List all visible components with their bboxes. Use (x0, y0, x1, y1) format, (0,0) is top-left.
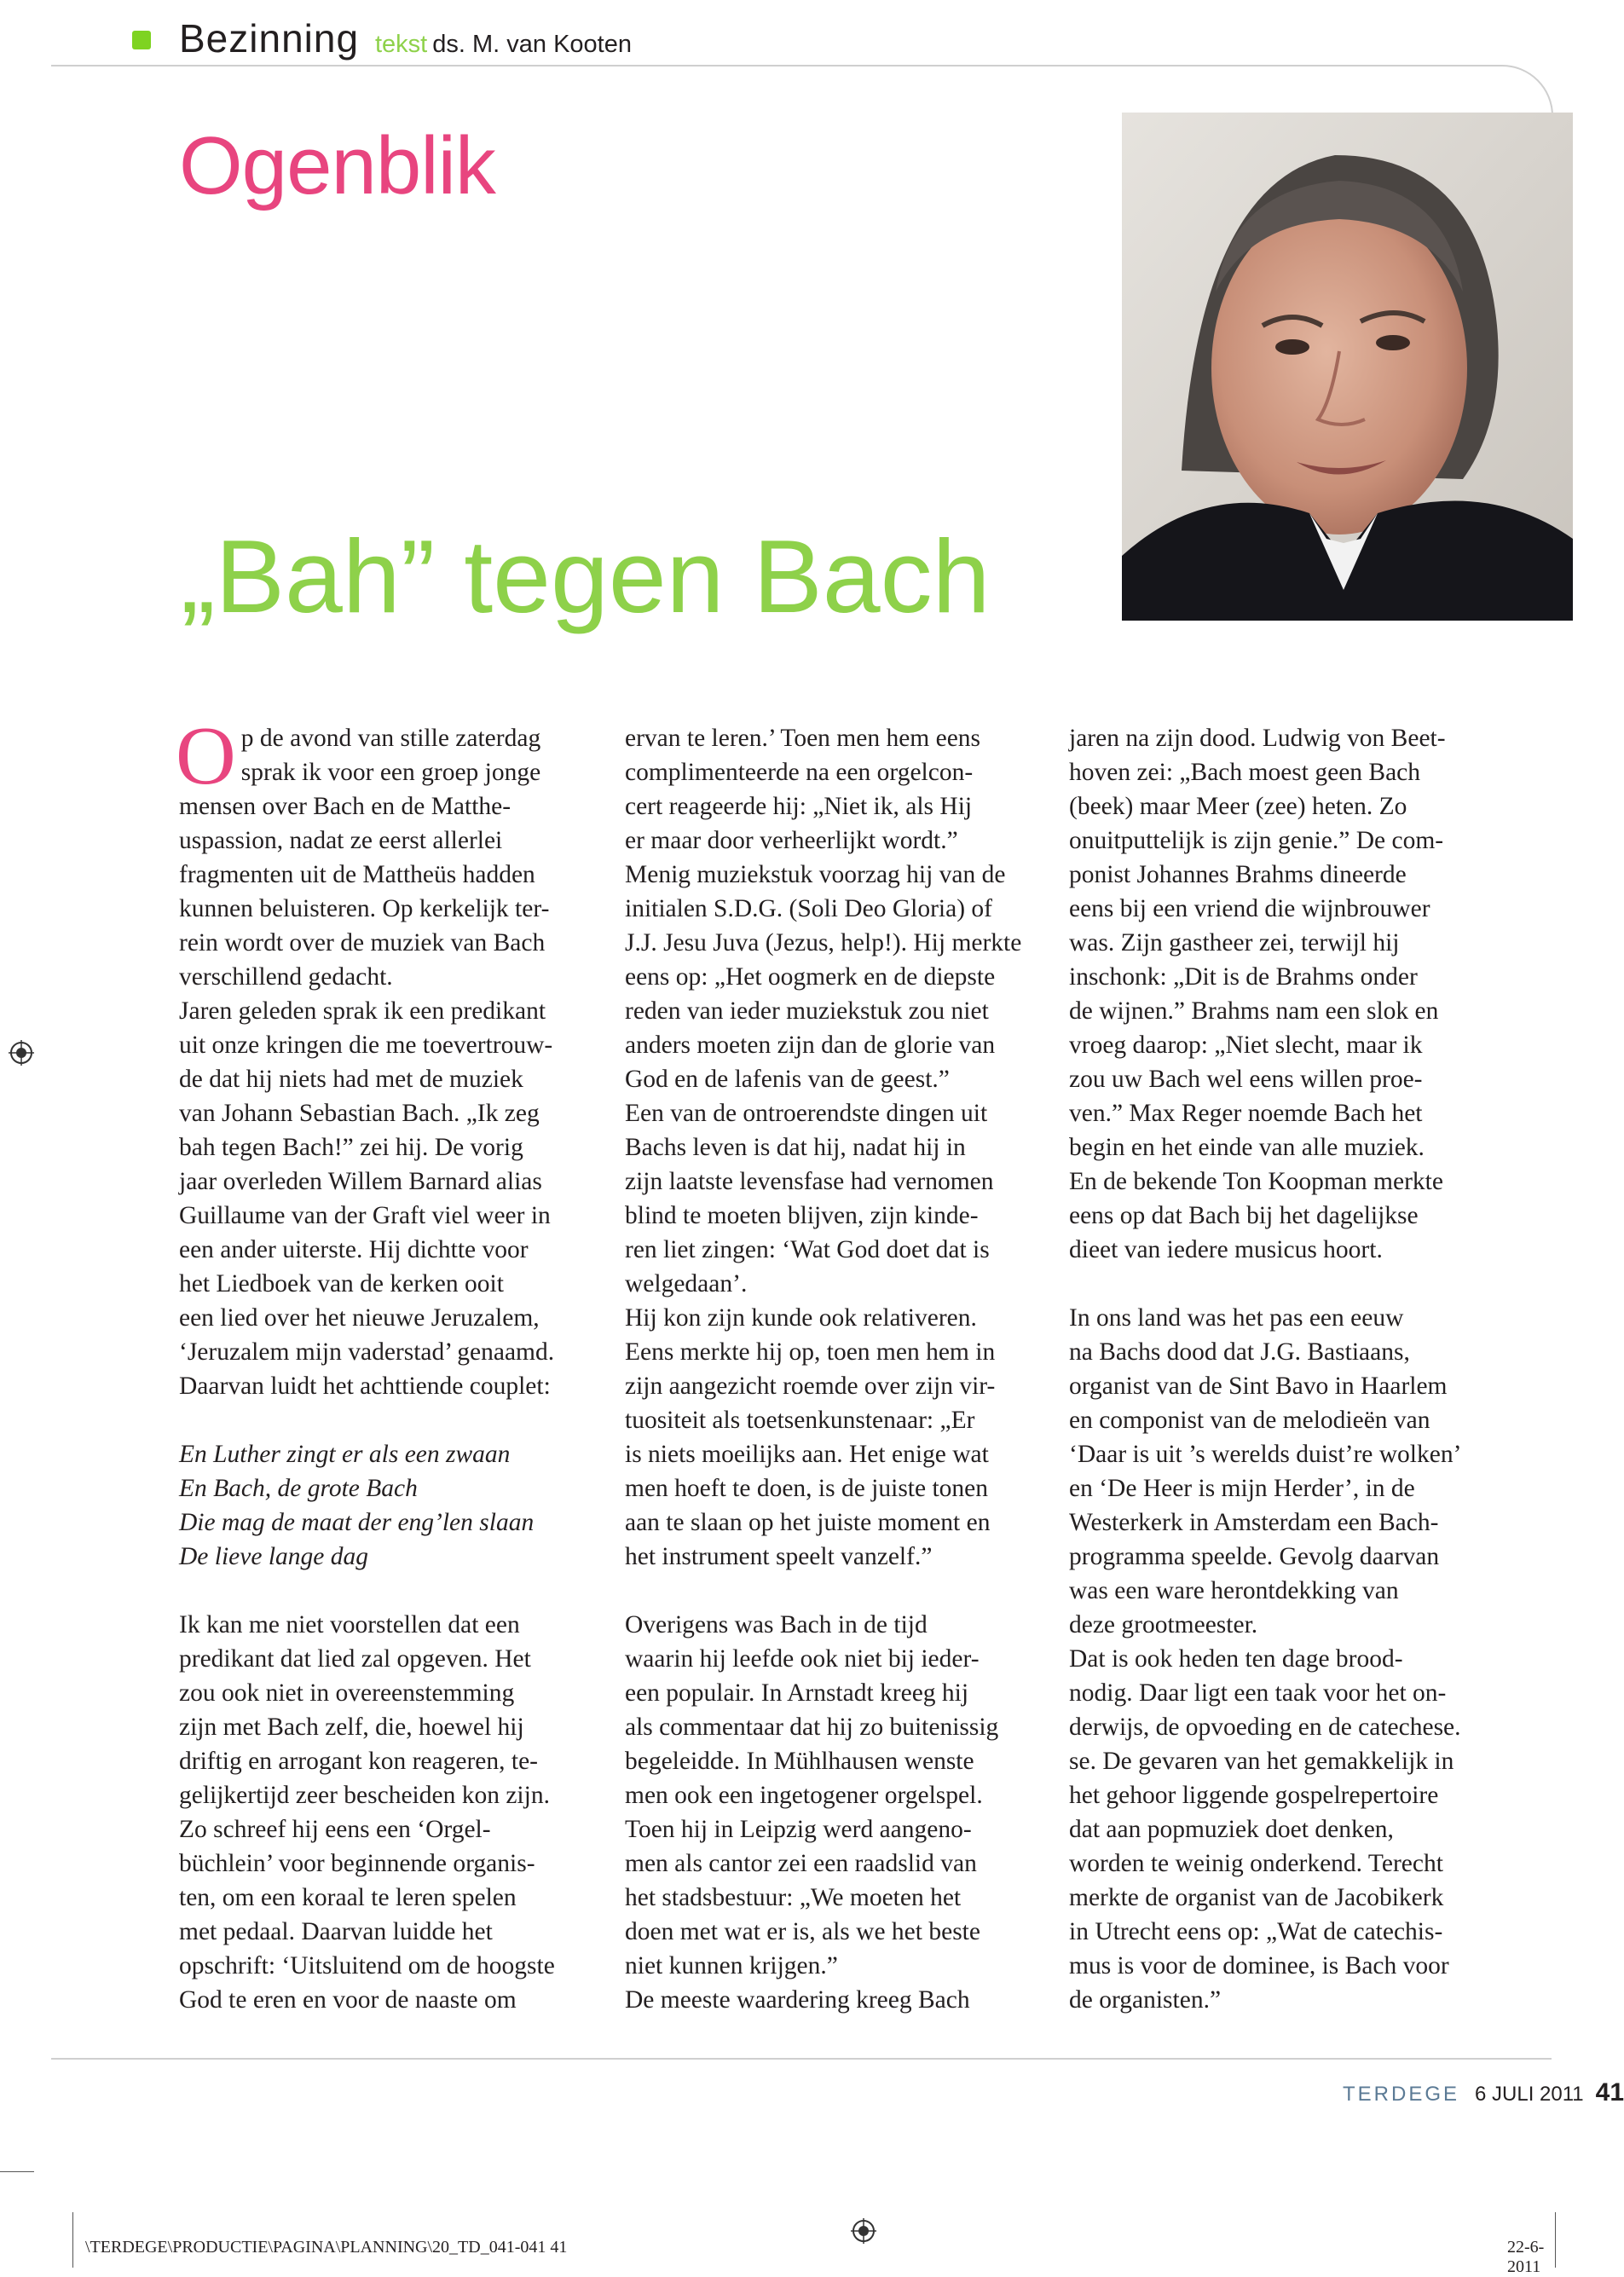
article-line: ponist Johannes Brahms dineerde (1069, 861, 1407, 888)
article-line: uspassion, nadat ze eerst allerlei (179, 827, 503, 854)
article-line: reden van ieder muziekstuk zou niet (625, 997, 989, 1025)
article-line: gelijkertijd zeer bescheiden kon zijn. (179, 1782, 550, 1809)
article-line: dieet van iedere musicus hoort. (1069, 1236, 1383, 1263)
author-credit (375, 31, 632, 59)
article-line (625, 1574, 1055, 1608)
article-line: het Liedboek van de kerken ooit (179, 1270, 504, 1297)
crop-mark (0, 2171, 34, 2172)
article-line: complimenteerde na een orgelcon- (625, 759, 974, 786)
article-line: se. De gevaren van het gemakkelijk in (1069, 1748, 1454, 1775)
page-footer (1343, 2078, 1624, 2107)
credit-label: tekst (375, 31, 428, 58)
article-line: Hij kon zijn kunde ook relativeren. (625, 1304, 977, 1332)
article-line: programma speelde. Gevolg daarvan (1069, 1543, 1440, 1570)
article-line: Menig muziekstuk voorzag hij van de (625, 861, 1006, 888)
article-line: Guillaume van der Graft viel weer in (179, 1202, 551, 1229)
article-line: blind te moeten blijven, zijn kinde- (625, 1202, 979, 1229)
article-line: mensen over Bach en de Matthe- (179, 793, 511, 820)
article-line (1069, 1267, 1500, 1301)
drop-cap: O (176, 710, 236, 802)
article-line: God en de lafenis van de geest.” (625, 1066, 950, 1093)
article-line: jaar overleden Willem Barnard alias (179, 1168, 542, 1195)
article-line: zou uw Bach wel eens willen proe- (1069, 1066, 1423, 1093)
article-line: de organisten.” (1069, 1986, 1222, 2014)
article-line: ‘Daar is uit ’s werelds duist’re wolken’ (1069, 1441, 1462, 1468)
article-line: eens bij een vriend die wijnbrouwer (1069, 895, 1430, 922)
article-line: en componist van de melodieën van (1069, 1407, 1430, 1434)
article-line: de wijnen.” Brahms nam een slok en (1069, 997, 1439, 1025)
article-line: is niets moeilijks aan. Het enige wat (625, 1441, 989, 1468)
slug-date: 22-6-2011 (1507, 2238, 1545, 2276)
article-line: ven.” Max Reger noemde Bach het (1069, 1100, 1423, 1127)
article-line: opschrift: ‘Uitsluitend om de hoogste (179, 1952, 555, 1979)
article-line: men ook een ingetogener orgelspel. (625, 1782, 983, 1809)
article-line: jaren na zijn dood. Ludwig von Beet- (1069, 725, 1446, 752)
issue-date: 6 JULI 2011 (1475, 2083, 1584, 2106)
article-line: hoven zei: „Bach moest geen Bach (1069, 759, 1421, 786)
article-line: ‘Jeruzalem mijn vaderstad’ genaamd. (179, 1338, 555, 1366)
article-line: aan te slaan op het juiste moment en (625, 1509, 991, 1536)
article-line: men als cantor zei een raadslid van (625, 1850, 977, 1877)
article-line: was een ware herontdekking van (1069, 1577, 1399, 1604)
article-line: Bachs leven is dat hij, nadat hij in (625, 1134, 966, 1161)
article-line (179, 1574, 610, 1608)
article-line: kunnen beluisteren. Op kerkelijk ter- (179, 895, 550, 922)
article-line: onuitputtelijk is zijn genie.” De com- (1069, 827, 1444, 854)
article-line: Eens merkte hij op, toen men hem in (625, 1338, 996, 1366)
article-line: inschonk: „Dit is de Brahms onder (1069, 963, 1418, 991)
article-line: De meeste waardering kreeg Bach (625, 1986, 970, 2014)
page-number: 41 (1595, 2078, 1624, 2107)
article-line: was. Zijn gastheer zei, terwijl hij (1069, 929, 1400, 956)
article-line: begin en het einde van alle muziek. (1069, 1134, 1425, 1161)
article-line: En Luther zingt er als een zwaan (179, 1441, 511, 1468)
article-line: een populair. In Arnstadt kreeg hij (625, 1679, 969, 1707)
article-line: J.J. Jesu Juva (Jezus, help!). Hij merkte (625, 929, 1022, 956)
article-line: organist van de Sint Bavo in Haarlem (1069, 1373, 1448, 1400)
article-line: het instrument speelt vanzelf.” (625, 1543, 933, 1570)
article-line: God te eren en voor de naaste om (179, 1986, 517, 2014)
article-line: doen met wat er is, als we het beste (625, 1918, 980, 1945)
article-line: het stadsbestuur: „We moeten het (625, 1884, 962, 1911)
article-line: cert reageerde hij: „Niet ik, als Hij (625, 793, 973, 820)
article-line: derwijs, de opvoeding en de catechese. (1069, 1714, 1461, 1741)
article-line: Zo schreef hij eens een ‘Orgel- (179, 1816, 491, 1843)
article-line (179, 1403, 610, 1437)
article-line: waarin hij leefde ook niet bij ieder- (625, 1645, 980, 1673)
magazine-name: TERDEGE (1343, 2083, 1460, 2106)
article-line: als commentaar dat hij zo buitenissig (625, 1714, 999, 1741)
article-line: zijn aangezicht roemde over zijn vir- (625, 1373, 996, 1400)
article-line: merkte de organist van de Jacobikerk (1069, 1884, 1444, 1911)
article-line: begeleidde. In Mühlhausen wenste (625, 1748, 974, 1775)
registration-mark-icon (851, 2218, 876, 2244)
article-line: ten, om een koraal te leren spelen (179, 1884, 517, 1911)
article-line: fragmenten uit de Mattheüs hadden (179, 861, 535, 888)
article-line: verschillend gedacht. (179, 963, 393, 991)
article-line: vroeg daarop: „Niet slecht, maar ik (1069, 1032, 1423, 1059)
article-line: welgedaan’. (625, 1270, 748, 1297)
article-line: en ‘De Heer is mijn Herder’, in de (1069, 1475, 1415, 1502)
section-marker-icon (132, 31, 151, 49)
article-line: mus is voor de dominee, is Bach voor (1069, 1952, 1449, 1979)
article-column-1 (176, 710, 610, 2017)
article-line: Een van de ontroerendste dingen uit (625, 1100, 988, 1127)
article-line: driftig en arrogant kon reageren, te- (179, 1748, 538, 1775)
slug-path: \TERDEGE\PRODUCTIE\PAGINA\PLANNING\20_TD_041-041 41 (85, 2238, 568, 2257)
article-line: Daarvan luidt het achttiende couplet: (179, 1373, 551, 1400)
article-line: zijn laatste levensfase had vernomen (625, 1168, 994, 1195)
article-line: nodig. Daar ligt een taak voor het on- (1069, 1679, 1447, 1707)
article-column-2 (625, 721, 1055, 2017)
portrait-illustration (1122, 113, 1573, 621)
registration-mark-icon (9, 1040, 34, 1066)
article-line: sprak ik voor een groep jonge (240, 759, 541, 786)
kicker: Ogenblik (179, 120, 495, 211)
article-line: predikant dat lied zal opgeven. Het (179, 1645, 531, 1673)
article-line: van Johann Sebastian Bach. „Ik zeg (179, 1100, 540, 1127)
article-line: het gehoor liggende gospelrepertoire (1069, 1782, 1439, 1809)
article-line: niet kunnen krijgen.” (625, 1952, 838, 1979)
article-line: eens op: „Het oogmerk en de diepste (625, 963, 996, 991)
author-photo (1122, 113, 1573, 621)
article-title: „Bah” tegen Bach (181, 518, 991, 634)
article-line: Westerkerk in Amsterdam een Bach- (1069, 1509, 1439, 1536)
article-line: worden te weinig onderkend. Terecht (1069, 1850, 1443, 1877)
article-column-3 (1069, 721, 1500, 2017)
footer-rule (51, 2058, 1552, 2060)
article-line: Jaren geleden sprak ik een predikant (179, 997, 546, 1025)
article-line: in Utrecht eens op: „Wat de catechis- (1069, 1918, 1443, 1945)
article-line: Dat is ook heden ten dage brood- (1069, 1645, 1403, 1673)
article-line: deze grootmeester. (1069, 1611, 1258, 1638)
article-line: zijn met Bach zelf, die, hoewel hij (179, 1714, 524, 1741)
article-line: men hoeft te doen, is de juiste tonen (625, 1475, 989, 1502)
article-line: een lied over het nieuwe Jeruzalem, (179, 1304, 540, 1332)
article-line: tuositeit als toetsenkunstenaar: „Er (625, 1407, 975, 1434)
article-line: Overigens was Bach in de tijd (625, 1611, 928, 1638)
credit-author: ds. M. van Kooten (432, 31, 632, 58)
article-line: uit onze kringen die me toevertrouw- (179, 1032, 553, 1059)
crop-mark (72, 2212, 73, 2268)
article-line: In ons land was het pas een eeuw (1069, 1304, 1404, 1332)
article-line: Ik kan me niet voorstellen dat een (179, 1611, 520, 1638)
article-line: initialen S.D.G. (Soli Deo Gloria) of (625, 895, 992, 922)
header-rule (51, 65, 1483, 66)
header-rule-curve (1449, 65, 1553, 118)
article-line: rein wordt over de muziek van Bach (179, 929, 546, 956)
article-line: ren liet zingen: ‘Wat God doet dat is (625, 1236, 990, 1263)
article-line: ervan te leren.’ Toen men hem eens (625, 725, 981, 752)
article-line: met pedaal. Daarvan luidde het (179, 1918, 493, 1945)
article-line: eens op dat Bach bij het dagelijkse (1069, 1202, 1419, 1229)
article-line: anders moeten zijn dan de glorie van (625, 1032, 996, 1059)
article-line: de dat hij niets had met de muziek (179, 1066, 523, 1093)
article-line: bah tegen Bach!” zei hij. De vorig (179, 1134, 523, 1161)
article-line: er maar door verheerlijkt wordt.” (625, 827, 958, 854)
article-line: p de avond van stille zaterdag (240, 725, 541, 752)
section-label: Bezinning (179, 16, 360, 61)
article-line: büchlein’ voor beginnende organis- (179, 1850, 535, 1877)
article-line: na Bachs dood dat J.G. Bastiaans, (1069, 1338, 1410, 1366)
article-line: En de bekende Ton Koopman merkte (1069, 1168, 1443, 1195)
article-line: zou ook niet in overeenstemming (179, 1679, 515, 1707)
article-line: De lieve lange dag (179, 1543, 368, 1570)
article-line: Die mag de maat der eng’len slaan (179, 1509, 535, 1536)
article-line: een ander uiterste. Hij dichtte voor (179, 1236, 529, 1263)
article-line: En Bach, de grote Bach (179, 1475, 418, 1502)
article-line: Toen hij in Leipzig werd aangeno- (625, 1816, 972, 1843)
article-line: dat aan popmuziek doet denken, (1069, 1816, 1394, 1843)
article-line: (beek) maar Meer (zee) heten. Zo (1069, 793, 1407, 820)
